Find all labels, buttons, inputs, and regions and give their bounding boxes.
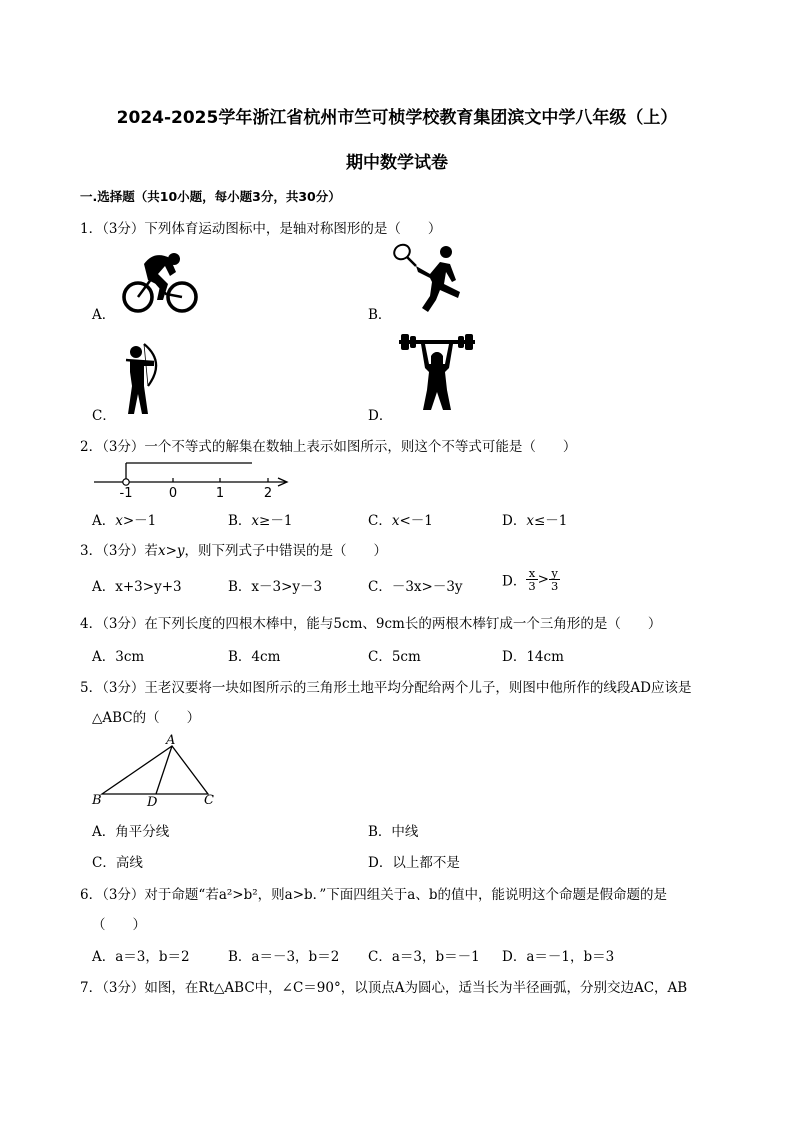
archer-icon	[118, 340, 173, 416]
q4-option-c: C．5cm	[368, 649, 421, 665]
segment-ad	[156, 746, 172, 794]
q3-stem: 3．（3分）若x>y，则下列式子中错误的是（ ）	[80, 543, 388, 559]
exam-title-line1: 2024-2025学年浙江省杭州市竺可桢学校教育集团滨文中学八年级（上）	[116, 108, 678, 128]
tennis-player-icon	[390, 242, 470, 314]
q4-option-a: A．3cm	[92, 649, 145, 665]
q4-option-b: B．4cm	[228, 649, 281, 665]
vertex-label-c: C	[204, 793, 214, 808]
section-heading: 一.选择题（共10小题，每小题3分，共30分）	[80, 189, 341, 204]
q5-stem-line1: 5．（3分）王老汉要将一块如图所示的三角形土地平均分配给两个儿子，则图中他所作的线段AD应该是	[80, 680, 692, 696]
tick-label: 1	[215, 486, 225, 500]
q7-stem-line1: 7．（3分）如图，在Rt△ABC中，∠C＝90°，以顶点A为圆心，适当长为半径画弧，分别交边AC，AB	[80, 980, 688, 996]
q4-stem: 4．（3分）在下列长度的四根木棒中，能与5cm、9cm长的两根木棒钉成一个三角形的是（ ）	[80, 616, 662, 632]
q2-option-d: D．x≤－1	[502, 513, 568, 529]
q1-option-d-label: D．	[368, 408, 393, 424]
q6-option-c: C．a＝3，b＝－1	[368, 949, 480, 965]
tick-label: -1	[119, 486, 133, 500]
tick-label: 0	[168, 486, 178, 500]
q1-option-a-label: A．	[92, 307, 116, 323]
q5-option-a: A．角平分线	[92, 824, 170, 840]
q5-option-c: C．高线	[92, 855, 143, 871]
q1-option-c-label: C．	[92, 408, 116, 424]
q1-option-b-label: B．	[368, 307, 392, 323]
q6-option-d: D．a＝－1，b＝3	[502, 949, 615, 965]
exam-title-line2: 期中数学试卷	[346, 153, 448, 173]
q4-option-d: D．14cm	[502, 649, 564, 665]
weightlifter-icon	[397, 334, 477, 414]
q3-option-c: C．－3x>－3y	[368, 579, 463, 595]
q3-option-a: A．x+3>y+3	[92, 579, 182, 595]
q5-option-b: B．中线	[368, 824, 419, 840]
q2-stem: 2．（3分）一个不等式的解集在数轴上表示如图所示，则这个不等式可能是（ ）	[80, 439, 577, 455]
vertex-label-a: A	[166, 733, 176, 748]
q6-stem-line1: 6．（3分）对于命题“若a²>b²，则a>b．”下面四组关于a、b的值中，能说明这个命题是假命题的是	[80, 887, 667, 903]
open-circle-marker	[123, 479, 129, 485]
vertex-label-b: B	[92, 793, 102, 808]
q5-stem-line2: △ABC的（ ）	[92, 710, 201, 726]
q1-stem: 1．（3分）下列体育运动图标中，是轴对称图形的是（ ）	[80, 221, 442, 237]
number-line-figure	[92, 458, 292, 500]
q2-option-c: C．x<－1	[368, 513, 433, 529]
q2-option-b: B．x≥－1	[228, 513, 293, 529]
q2-option-a: A．x>－1	[92, 513, 157, 529]
tick-label: 2	[263, 486, 273, 500]
triangle-abc-figure	[90, 732, 220, 808]
q6-option-b: B．a＝－3，b＝2	[228, 949, 340, 965]
q6-stem-line2: （ ）	[92, 917, 146, 933]
q3-option-d: D． $\frac{x}{3}$ > $\frac{y}{3}$	[502, 566, 559, 593]
cyclist-icon	[118, 248, 203, 314]
point-label-d: D	[147, 795, 158, 808]
q5-option-d: D．以上都不是	[368, 855, 460, 871]
triangle-abc	[102, 746, 208, 794]
q3-option-b: B．x－3>y－3	[228, 579, 323, 595]
q6-option-a: A．a＝3，b＝2	[92, 949, 190, 965]
